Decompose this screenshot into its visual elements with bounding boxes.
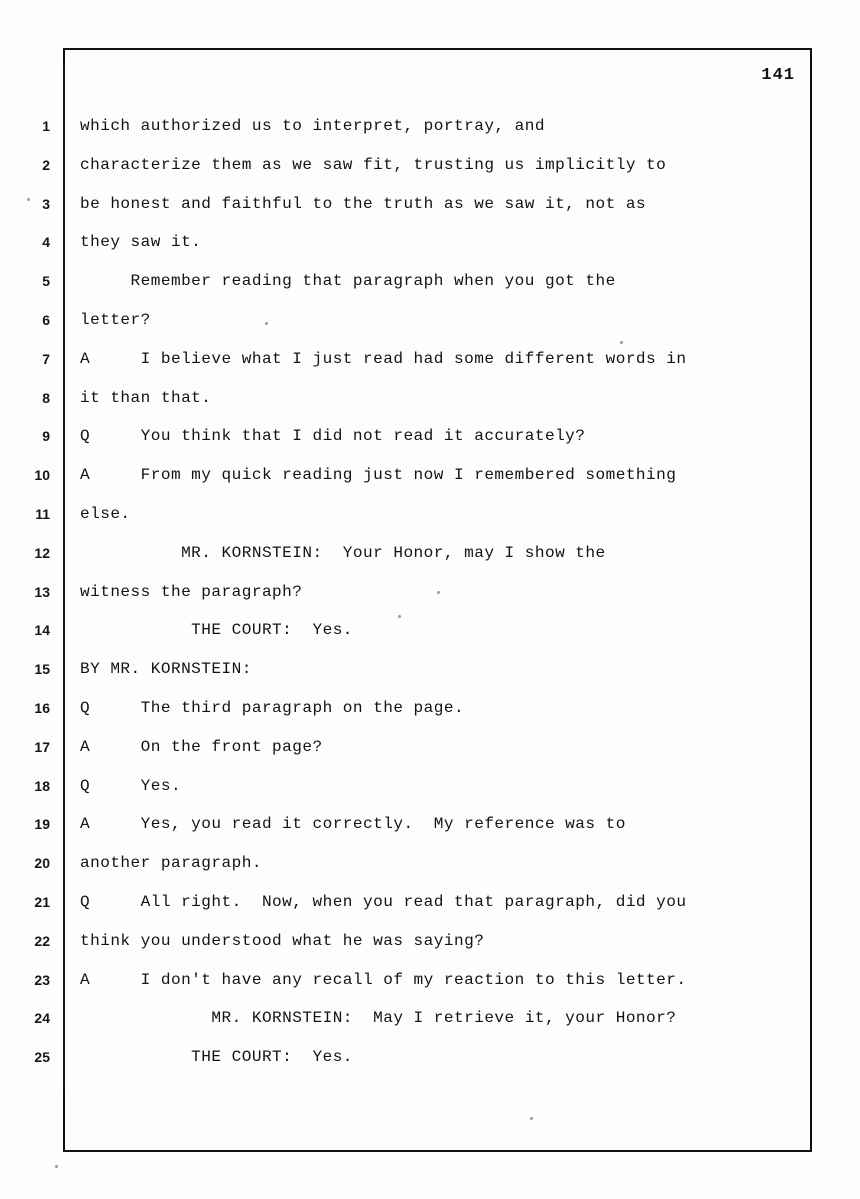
line-number: 16 — [34, 699, 50, 716]
transcript-line — [0, 461, 860, 500]
line-text: characterize them as we saw fit, trusting us implicitly to — [80, 155, 667, 174]
line-text: A Yes, you read it correctly. My reference was to — [80, 815, 626, 834]
line-number: 18 — [34, 777, 50, 794]
scan-speck — [398, 615, 401, 618]
line-number: 17 — [34, 738, 50, 755]
transcript-line — [0, 1004, 860, 1043]
line-text: Q All right. Now, when you read that paragraph, did you — [80, 892, 687, 911]
line-number: 6 — [42, 311, 50, 328]
line-text: THE COURT: Yes. — [80, 1048, 353, 1067]
transcript-line — [0, 578, 860, 617]
line-text: else. — [80, 504, 131, 523]
line-number: 10 — [34, 467, 50, 484]
line-text: MR. KORNSTEIN: Your Honor, may I show the — [80, 543, 606, 562]
line-text: Remember reading that paragraph when you got the — [80, 272, 616, 291]
scan-speck — [55, 1165, 58, 1168]
transcript-line — [0, 306, 860, 345]
transcript-line — [0, 655, 860, 694]
transcript-line — [0, 112, 860, 151]
transcript-line — [0, 694, 860, 733]
line-number: 22 — [34, 932, 50, 949]
line-text: A On the front page? — [80, 737, 323, 756]
line-number: 15 — [34, 661, 50, 678]
line-number: 7 — [42, 350, 50, 367]
line-text: letter? — [80, 310, 151, 329]
scan-speck — [620, 341, 623, 344]
line-text: Q The third paragraph on the page. — [80, 698, 465, 717]
transcript-line — [0, 345, 860, 384]
transcript-line — [0, 966, 860, 1005]
line-text: Q Yes. — [80, 776, 182, 795]
transcript-line — [0, 190, 860, 229]
transcript-line — [0, 927, 860, 966]
transcript-line — [0, 888, 860, 927]
line-text: another paragraph. — [80, 854, 262, 873]
scan-speck — [265, 322, 268, 325]
line-number: 1 — [42, 118, 50, 134]
line-number: 20 — [34, 855, 50, 872]
line-number: 5 — [42, 273, 50, 290]
transcript-body — [0, 112, 860, 1082]
scan-speck — [530, 1117, 533, 1120]
line-text: Q You think that I did not read it accurately? — [80, 427, 586, 446]
line-number: 21 — [34, 893, 50, 910]
scan-speck — [27, 198, 30, 201]
transcript-line — [0, 384, 860, 423]
line-number: 13 — [34, 583, 50, 600]
line-text: A I don't have any recall of my reaction to this letter. — [80, 970, 687, 989]
scan-speck — [437, 591, 440, 594]
line-number: 11 — [35, 505, 50, 522]
transcript-line — [0, 810, 860, 849]
transcript-line — [0, 849, 860, 888]
line-number: 25 — [34, 1049, 50, 1066]
line-text: A I believe what I just read had some different words in — [80, 349, 687, 368]
line-number: 19 — [34, 816, 50, 833]
line-number: 24 — [34, 1010, 50, 1027]
transcript-line — [0, 500, 860, 539]
line-number: 8 — [42, 389, 50, 406]
transcript-line — [0, 228, 860, 267]
line-text: they saw it. — [80, 233, 202, 252]
transcript-line — [0, 733, 860, 772]
transcript-line — [0, 151, 860, 190]
line-text: witness the paragraph? — [80, 582, 303, 601]
page-number: 141 — [761, 66, 795, 85]
line-number: 4 — [42, 234, 50, 251]
line-text: be honest and faithful to the truth as we saw it, not as — [80, 194, 647, 213]
line-text: which authorized us to interpret, portray, and — [80, 117, 545, 135]
transcript-line — [0, 267, 860, 306]
line-number: 3 — [42, 195, 50, 212]
line-text: THE COURT: Yes. — [80, 621, 353, 640]
transcript-line — [0, 616, 860, 655]
line-text: BY MR. KORNSTEIN: — [80, 660, 252, 679]
line-number: 14 — [34, 622, 50, 639]
transcript-line — [0, 1043, 860, 1082]
transcript-line — [0, 539, 860, 578]
line-text: it than that. — [80, 388, 212, 407]
line-number: 9 — [42, 428, 50, 445]
line-number: 23 — [34, 971, 50, 988]
transcript-line — [0, 772, 860, 811]
line-number: 2 — [42, 156, 50, 173]
line-text: A From my quick reading just now I remembered something — [80, 466, 677, 485]
line-text: think you understood what he was saying? — [80, 931, 485, 950]
transcript-line — [0, 422, 860, 461]
line-number: 12 — [34, 544, 50, 561]
line-text: MR. KORNSTEIN: May I retrieve it, your Honor? — [80, 1009, 677, 1028]
